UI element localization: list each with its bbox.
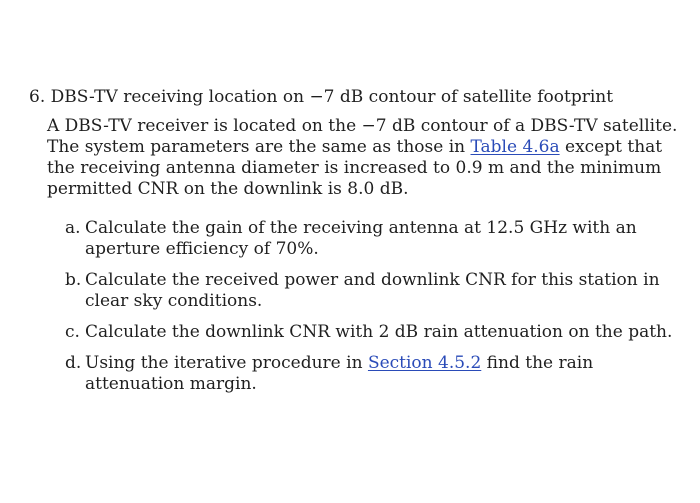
subpart-list (65, 218, 693, 405)
subpart-text-after-link: find the rain attenuation margin. (85, 353, 594, 394)
problem-statement (47, 116, 687, 200)
problem-number: 6. (29, 87, 46, 107)
subpart-letter: d. (65, 353, 82, 373)
section-4-5-2-link[interactable]: Section 4.5.2 (367, 353, 482, 373)
problem-intro (47, 116, 687, 200)
subpart-c (65, 322, 693, 343)
intro-text-before-link: A DBS-TV receiver is located on the −7 dB contour of a DBS-TV satellite. The system parameters are the same as those in (47, 116, 678, 157)
subpart-a (65, 218, 693, 260)
subpart-text: Calculate the gain of the receiving antenna at 12.5 GHz with an aperture efficiency of 70%. (85, 218, 637, 259)
problem-heading (29, 86, 613, 108)
subpart-text: Calculate the received power and downlink CNR for this station in clear sky conditions. (85, 270, 660, 311)
subpart-text-before-link: Using the iterative procedure in (85, 353, 368, 373)
subpart-letter: c. (65, 322, 80, 342)
subpart-letter: b. (65, 270, 82, 290)
problem-title: DBS-TV receiving location on −7 dB contour of satellite footprint (50, 87, 614, 107)
table-4-6a-link[interactable]: Table 4.6a (470, 137, 560, 157)
intro-text-after-link: except that the receiving antenna diameter is increased to 0.9 m and the minimum permitted CNR on the downlink is 8.0 dB. (47, 137, 663, 199)
subpart-letter: a. (65, 218, 81, 238)
subpart-d (65, 353, 693, 395)
subpart-b (65, 270, 693, 312)
subpart-text: Calculate the downlink CNR with 2 dB rain attenuation on the path. (85, 322, 673, 342)
